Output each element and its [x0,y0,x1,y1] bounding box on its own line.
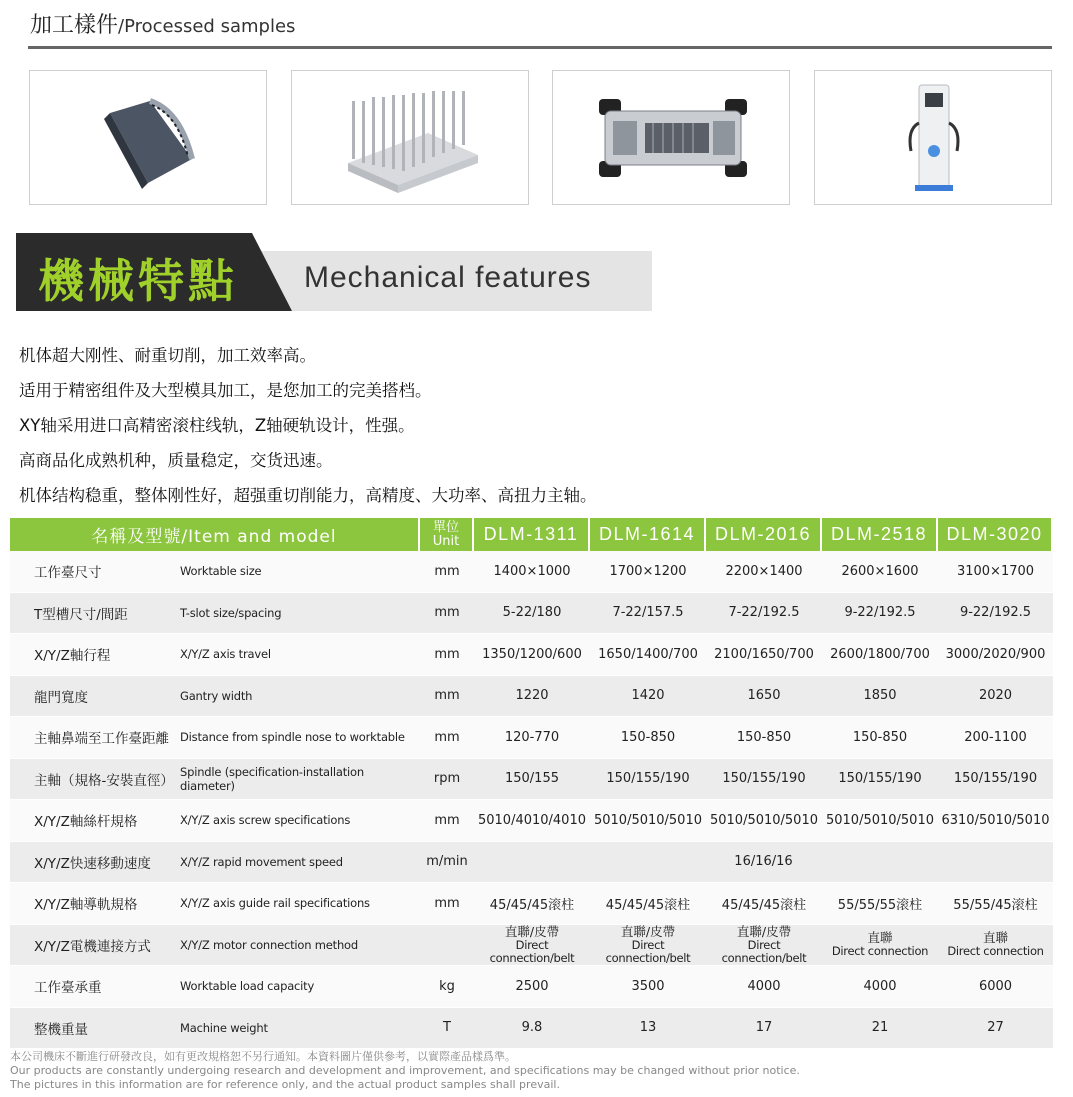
row-value: 120-770 [474,717,590,759]
row-value: 5010/5010/5010 [706,800,822,842]
row-value: 1420 [590,676,706,718]
value-line-en: Direct connection/belt [489,937,575,965]
row-label-zh: 工作臺尺寸 [10,551,174,593]
header-unit-zh: 單位 [432,519,459,535]
row-label-zh: X/Y/Z電機連接方式 [10,925,174,967]
row-value: 1220 [474,676,590,718]
row-value: 1700×1200 [590,551,706,593]
header-model: DLM-2016 [706,518,822,551]
row-value: 150/155/190 [706,759,822,801]
header-model: DLM-1614 [590,518,706,551]
row-label-zh: 工作臺承重 [10,966,174,1008]
banner-title-zh: 機械特點 [38,254,238,308]
row-value: 2200×1400 [706,551,822,593]
row-value: 150/155 [474,759,590,801]
samples-title-zh: 加工樣件 [30,13,119,38]
row-unit: mm [420,883,474,925]
row-value: 55/55/45滚柱 [938,883,1053,925]
table-row [10,676,1053,718]
samples-divider [28,46,1052,49]
row-label-en: Machine weight [174,1008,420,1050]
row-value: 1650/1400/700 [590,634,706,676]
row-value-merged: 16/16/16 [474,842,1053,884]
value-line-en: Direct connection [947,944,1044,959]
row-value: 1850 [822,676,938,718]
row-value: 2020 [938,676,1053,718]
row-label-zh: 主軸鼻端至工作臺距離 [10,717,174,759]
feature-item: 机体超大刚性、耐重切削，加工效率高。 [19,346,316,365]
row-value: 9.8 [474,1008,590,1050]
row-value: 7-22/157.5 [590,593,706,635]
feature-item: 机体结构稳重，整体刚性好，超强重切削能力，高精度、大功率、高扭力主轴。 [19,486,597,505]
row-value: 1650 [706,676,822,718]
spec-header-row [10,518,1053,551]
row-value: 3500 [590,966,706,1008]
row-label-en: X/Y/Z axis screw specifications [174,800,420,842]
row-value: 5010/4010/4010 [474,800,590,842]
row-value [822,925,938,967]
mechanical-features-banner [16,233,716,315]
header-model: DLM-3020 [938,518,1053,551]
row-label-en: Worktable load capacity [174,966,420,1008]
row-value: 13 [590,1008,706,1050]
value-line-en: Direct connection [831,944,929,959]
row-label-zh: X/Y/Z快速移動速度 [10,842,174,884]
row-value: 2500 [474,966,590,1008]
row-label-en: X/Y/Z axis guide rail specifications [174,883,420,925]
sample-image-charging-station [814,70,1052,205]
row-value: 1350/1200/600 [474,634,590,676]
row-label-zh: X/Y/Z軸絲杆規格 [10,800,174,842]
value-line-en: Direct connection/belt [605,937,691,965]
row-value: 200-1100 [938,717,1053,759]
value-line-zh: 直聯/皮帶 [504,923,560,939]
row-value: 150-850 [822,717,938,759]
row-value: 55/55/55滚柱 [822,883,938,925]
row-value [938,925,1053,967]
value-line-zh: 直聯 [982,930,1008,946]
row-unit: mm [420,593,474,635]
value-line-zh: 直聯/皮帶 [620,923,676,939]
value-line-zh: 直聯 [867,930,893,946]
row-value: 2600/1800/700 [822,634,938,676]
row-value: 9-22/192.5 [822,593,938,635]
row-value: 1400×1000 [474,551,590,593]
row-value: 45/45/45滚柱 [706,883,822,925]
table-row [10,551,1053,593]
row-value: 7-22/192.5 [706,593,822,635]
row-value: 27 [938,1008,1053,1050]
row-label-zh: 主軸（規格-安裝直徑） [10,759,174,801]
table-row [10,634,1053,676]
row-value: 3000/2020/900 [938,634,1053,676]
row-value: 6310/5010/5010 [938,800,1053,842]
table-row [10,966,1053,1008]
feature-item: 高商品化成熟机种，质量稳定，交货迅速。 [19,451,333,470]
row-label-en: Gantry width [174,676,420,718]
table-row [10,759,1053,801]
row-label-en: X/Y/Z axis travel [174,634,420,676]
spec-table [10,518,1053,1049]
value-line-zh: 直聯/皮帶 [736,923,792,939]
header-item-model: 名稱及型號/Item and model [10,518,420,551]
header-unit-en: Unit [432,533,460,549]
row-value: 4000 [822,966,938,1008]
row-label-zh: X/Y/Z軸行程 [10,634,174,676]
row-unit: mm [420,800,474,842]
samples-title-en: /Processed samples [118,16,296,37]
row-unit [420,925,474,967]
row-label-zh: T型槽尺寸/間距 [10,593,174,635]
row-value: 150/155/190 [938,759,1053,801]
table-row [10,593,1053,635]
header-unit [420,518,474,551]
row-value: 45/45/45滚柱 [590,883,706,925]
row-label-en: X/Y/Z motor connection method [174,925,420,967]
feature-item: XY轴采用进口高精密滚柱线轨，Z轴硬轨设计，性强。 [19,416,415,435]
row-unit: T [420,1008,474,1050]
banner-title-en: Mechanical features [304,261,592,294]
row-unit: kg [420,966,474,1008]
row-value [474,925,590,967]
value-line-en: Direct connection/belt [721,937,807,965]
row-value [590,925,706,967]
row-value: 150-850 [706,717,822,759]
feature-item: 适用于精密组件及大型模具加工，是您加工的完美搭档。 [19,381,432,400]
row-label-zh: X/Y/Z軸導軌規格 [10,883,174,925]
row-value: 5010/5010/5010 [590,800,706,842]
row-unit: mm [420,717,474,759]
row-value: 6000 [938,966,1053,1008]
row-value: 4000 [706,966,822,1008]
row-label-en: Worktable size [174,551,420,593]
disclaimer-zh: 本公司機床不斷進行研發改良，如有更改規格恕不另行通知。本資料圖片僅供參考，以實際產品樣爲準。 [10,1050,516,1063]
row-value: 5010/5010/5010 [822,800,938,842]
row-label-zh: 龍門寬度 [10,676,174,718]
row-unit: m/min [420,842,474,884]
row-unit: rpm [420,759,474,801]
disclaimer [10,1050,800,1092]
row-label-zh: 整機重量 [10,1008,174,1050]
row-label-en: T-slot size/spacing [174,593,420,635]
row-unit: mm [420,676,474,718]
row-label-en: X/Y/Z rapid movement speed [174,842,420,884]
disclaimer-en-1: Our products are constantly undergoing research and development and improvement, and specifications may be changed without prior notice. [10,1064,800,1077]
row-value: 150/155/190 [822,759,938,801]
row-value: 21 [822,1008,938,1050]
sample-image-heat-sink [291,70,529,205]
table-row [10,800,1053,842]
row-value: 150-850 [590,717,706,759]
row-value: 45/45/45滚柱 [474,883,590,925]
row-value: 2100/1650/700 [706,634,822,676]
row-value: 9-22/192.5 [938,593,1053,635]
row-label-en: Distance from spindle nose to worktable [174,717,420,759]
row-value [706,925,822,967]
row-value: 17 [706,1008,822,1050]
table-row [10,1008,1053,1050]
table-row [10,717,1053,759]
disclaimer-en-2: The pictures in this information are for reference only, and the actual product samples shall prevail. [10,1078,560,1091]
header-model: DLM-1311 [474,518,590,551]
feature-list [19,338,597,513]
row-value: 150/155/190 [590,759,706,801]
row-value: 3100×1700 [938,551,1053,593]
table-row [10,925,1053,967]
row-value: 5-22/180 [474,593,590,635]
row-unit: mm [420,634,474,676]
row-value: 2600×1600 [822,551,938,593]
row-label-en: Spindle (specification-installation diameter) [174,759,420,801]
table-row [10,883,1053,925]
samples-title [30,8,295,39]
row-unit: mm [420,551,474,593]
sample-image-gear-part [29,70,267,205]
sample-image-vehicle-chassis [552,70,790,205]
table-row [10,842,1053,884]
header-model: DLM-2518 [822,518,938,551]
